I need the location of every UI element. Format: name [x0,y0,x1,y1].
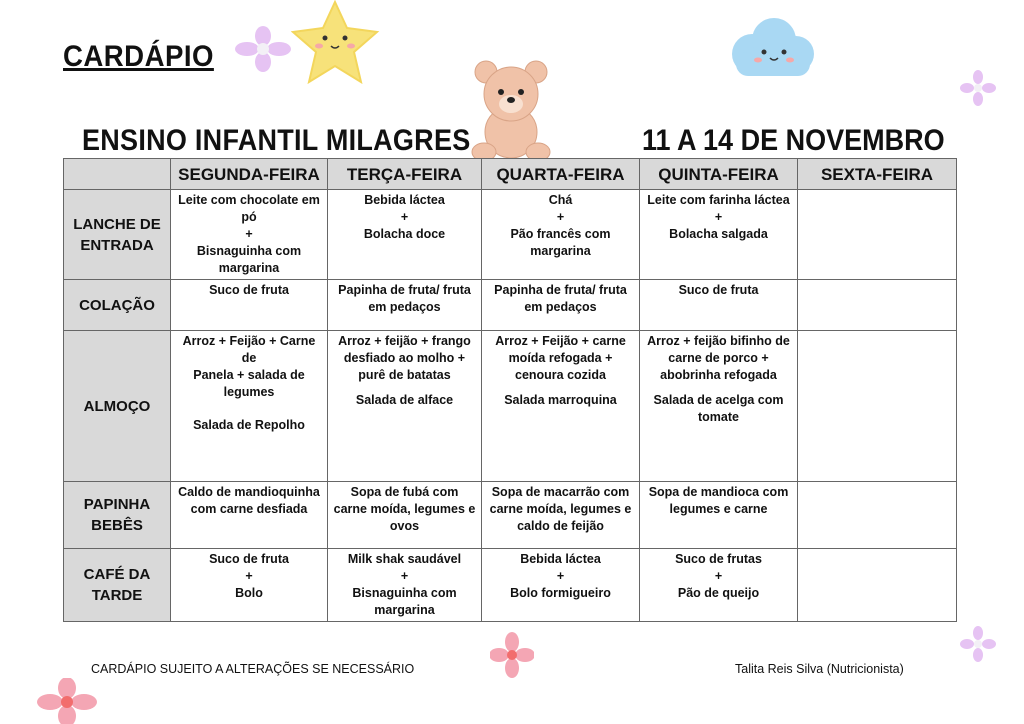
table-row [64,190,957,280]
flower-icon [960,626,996,662]
menu-cell-spacer [175,409,323,417]
menu-cell-line: Milk shak saudável [347,552,462,566]
menu-cell-line: Salada marroquina [504,393,617,407]
menu-cell [482,280,640,331]
menu-cell-line: carne moída, legumes e [489,502,632,516]
menu-cell-spacer [644,384,793,392]
menu-cell-line: Bebida láctea [520,552,601,566]
flower-icon [960,70,996,106]
menu-cell [171,190,328,280]
meal-label [64,482,171,549]
menu-cell-line: tomate [698,410,739,424]
menu-cell-line: + [714,569,723,583]
menu-cell-line: Suco de fruta [678,283,759,297]
menu-cell-line: Pão francês com [510,227,611,241]
menu-cell-line: Salada de acelga com [653,393,784,407]
menu-cell-line: Bisnaguinha com [196,244,302,258]
menu-cell-line: em pedaços [524,300,597,314]
day-header: QUARTA-FEIRA [482,159,640,190]
menu-cell-line: desfiado ao molho + [343,351,466,365]
star-icon [291,0,381,84]
cloud-icon [722,12,820,84]
menu-cell [798,280,957,331]
table-row [64,280,957,331]
menu-cell-line: + [556,569,565,583]
menu-cell-line: Sopa de mandioca com [648,485,789,499]
menu-cell-spacer [486,384,635,392]
meal-label-line: CAFÉ DA [83,566,151,583]
table-row [64,482,957,549]
menu-cell-line: Leite com farinha láctea [647,193,790,207]
menu-cell-line: Leite com chocolate em [178,193,320,207]
menu-cell-line: + [714,210,723,224]
menu-cell-line: margarina [374,603,435,617]
menu-cell-line: moída refogada + [508,351,613,365]
menu-cell [328,280,482,331]
menu-cell [798,331,957,482]
menu-cell-line: Suco de fruta [209,552,289,566]
menu-cell-line: Papinha de fruta/ fruta [338,283,471,297]
menu-cell [482,331,640,482]
table-corner-cell [64,159,171,190]
menu-cell [171,331,328,482]
meal-label [64,190,171,280]
menu-cell-line: + [556,210,565,224]
menu-cell [171,549,328,622]
menu-cell-line: Panela + salada de [193,368,305,382]
menu-cell [482,549,640,622]
nutritionist-signature: Talita Reis Silva (Nutricionista) [735,662,904,676]
menu-cell-line: Arroz + feijão + frango [338,334,471,348]
menu-cell-line: com carne desfiada [190,502,308,516]
menu-cell [171,482,328,549]
menu-cell-line: Salada de alface [355,393,454,407]
meal-label [64,331,171,482]
menu-cell [640,280,798,331]
menu-cell [640,549,798,622]
menu-cell-line: Pão de queijo [677,586,760,600]
menu-cell-line: + [245,569,253,583]
menu-cell-line: caldo de feijão [517,519,604,533]
menu-cell-line: cenoura cozida [515,368,606,382]
meal-label-line: LANCHE DE [73,215,161,233]
menu-cell-line: Bolo [235,586,263,600]
day-header: SEXTA-FEIRA [798,159,957,190]
menu-cell-line: + [400,569,409,583]
menu-cell-line: abobrinha refogada [660,368,777,382]
menu-cell-spacer [332,384,477,392]
menu-cell [798,482,957,549]
menu-cell-line: Bolacha doce [363,227,446,241]
menu-cell-line: Caldo de mandioquinha [178,485,320,499]
menu-cell-line: Arroz + feijão bifinho de [647,334,790,348]
table-row [64,549,957,622]
menu-cell [171,280,328,331]
menu-cell [328,190,482,280]
menu-cell-line: + [245,227,253,241]
meal-label-line: ALMOÇO [83,397,151,415]
flower-icon [36,678,98,724]
menu-cell-line: Arroz + Feijão + carne [495,334,626,348]
meal-label [64,280,171,331]
menu-cell [640,482,798,549]
menu-cell-line: margarina [530,244,591,258]
menu-cell-line: Bisnaguinha com [352,586,457,600]
meal-label [64,549,171,622]
menu-cell-line: Suco de frutas [675,552,762,566]
menu-cell-line: pó [241,210,257,224]
menu-cell-line: legumes [223,385,275,399]
menu-cell-line: Arroz + Feijão + Carne de [182,334,316,365]
day-header: SEGUNDA-FEIRA [171,159,328,190]
menu-cell [482,190,640,280]
page-title: CARDÁPIO [63,40,214,73]
school-name: ENSINO INFANTIL MILAGRES [82,124,471,157]
menu-cell [798,190,957,280]
menu-cell-line: legumes e carne [669,502,768,516]
menu-cell-line: purê de batatas [358,368,451,382]
menu-cell-line: Salada de Repolho [193,418,305,432]
menu-table [63,158,957,622]
menu-cell-line: em pedaços [368,300,441,314]
menu-cell-line: Suco de fruta [209,283,289,297]
menu-cell [328,331,482,482]
menu-cell-line: Bolo formigueiro [510,586,611,600]
menu-cell-line: Bolacha salgada [669,227,768,241]
flower-icon [490,632,534,678]
meal-label-line: COLAÇÃO [79,296,155,314]
table-row [64,331,957,482]
menu-cell-line: + [400,210,409,224]
menu-cell-line: Papinha de fruta/ fruta [494,283,627,297]
menu-cell [640,190,798,280]
menu-cell [640,331,798,482]
meal-label-line: PAPINHA [83,496,151,513]
menu-cell-line: Chá [548,193,573,207]
meal-label-line: TARDE [91,587,143,604]
meal-label-line: ENTRADA [80,236,154,254]
menu-cell-line: margarina [218,261,280,275]
menu-cell-spacer [175,401,323,409]
menu-cell-line: carne de porco + [668,351,769,365]
menu-cell-line: ovos [389,519,420,533]
footer-note: CARDÁPIO SUJEITO A ALTERAÇÕES SE NECESSÁRIO [91,662,415,676]
table-header-row [64,159,957,190]
menu-cell-line: carne moída, legumes e [333,502,476,516]
menu-cell-line: Sopa de fubá com [350,485,459,499]
menu-cell-line: Bebida láctea [364,193,445,207]
day-header: TERÇA-FEIRA [328,159,482,190]
day-header: QUINTA-FEIRA [640,159,798,190]
meal-label-line: BEBÊS [91,517,143,534]
menu-cell [798,549,957,622]
menu-cell [328,482,482,549]
menu-cell-line: Sopa de macarrão com [491,485,630,499]
teddy-bear-icon [470,58,552,162]
flower-icon [232,26,294,72]
date-range: 11 A 14 DE NOVEMBRO [642,124,945,157]
menu-cell [328,549,482,622]
menu-cell [482,482,640,549]
